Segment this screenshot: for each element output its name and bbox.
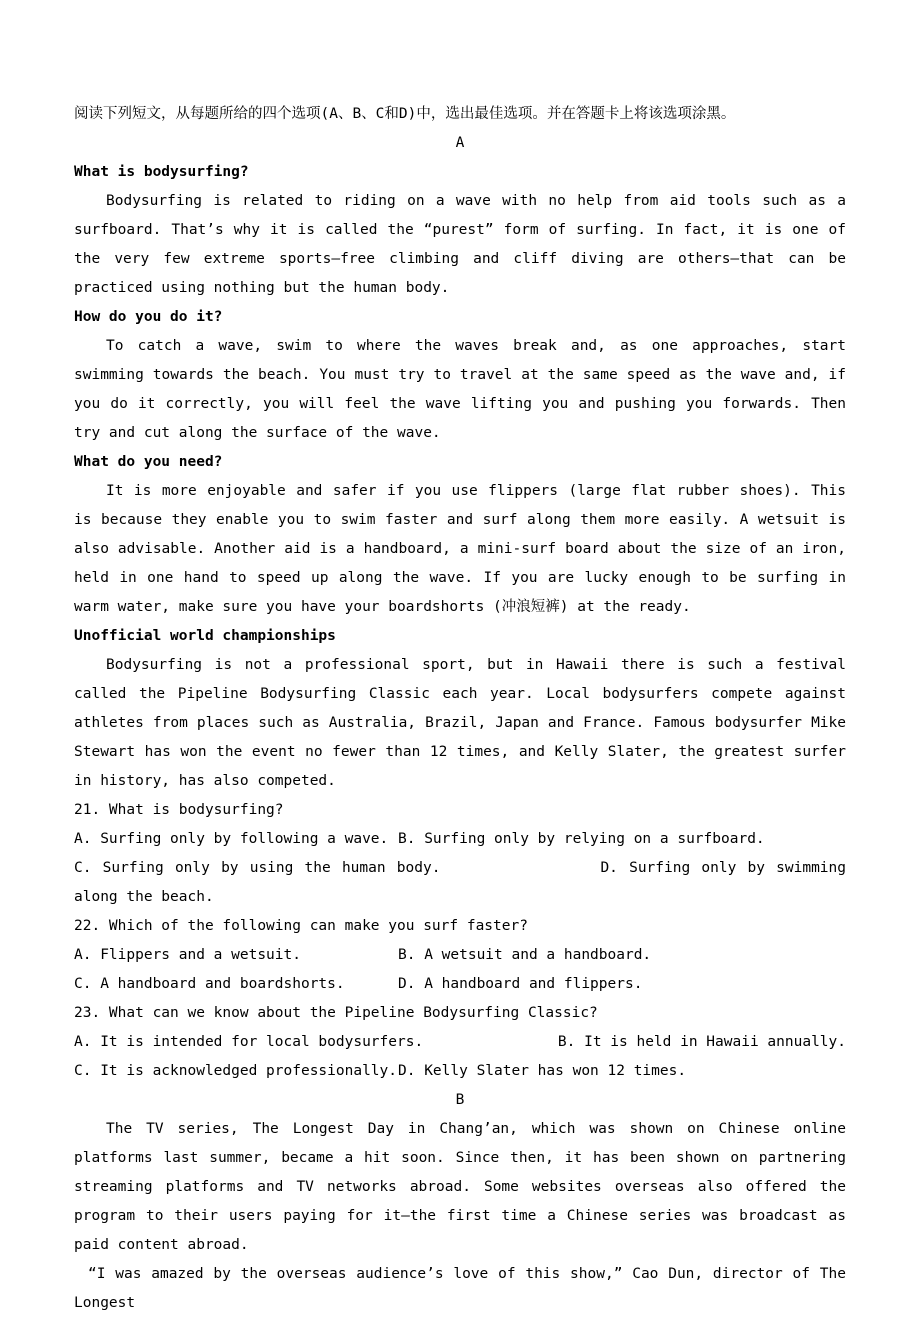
question-21-option-b: B. Surfing only by relying on a surfboard.	[398, 831, 765, 847]
heading-what-do-you-need: What do you need?	[74, 454, 223, 470]
heading-how-do-you-do-it: How do you do it?	[74, 309, 223, 325]
question-22-option-a: A. Flippers and a wetsuit.	[74, 947, 301, 963]
paragraph-a1: Bodysurfing is related to riding on a wave with no help from aid tools such as a surfboard. That’s why it is called the “purest” form of surfing. In fact, it is one of the very few extreme sports—free climbing and cliff diving are others—that can be practiced using nothing but the human body.	[74, 193, 846, 296]
question-22-options-row-1	[74, 941, 846, 970]
question-23-options-row-1	[74, 1028, 846, 1057]
question-23-option-b: B. It is held in Hawaii annually.	[557, 1034, 846, 1050]
question-21-option-c: C. Surfing only by using the human body.	[74, 860, 441, 876]
question-23-option-d: D. Kelly Slater has won 12 times.	[398, 1063, 687, 1079]
question-22-option-d: D. A handboard and flippers.	[398, 976, 643, 992]
heading-what-is-bodysurfing: What is bodysurfing?	[74, 164, 249, 180]
question-23-option-a: A. It is intended for local bodysurfers.	[74, 1034, 424, 1050]
paragraph-a2: To catch a wave, swim to where the waves break and, as one approaches, start swimming towards the beach. You must try to travel at the same speed as the wave and, if you do it correctly, you will feel the wave lifting you and pushing you forwards. Then try and cut along the surface of the wave.	[74, 338, 846, 441]
paragraph-b1: The TV series, The Longest Day in Chang’an, which was shown on Chinese online platforms last summer, became a hit soon. Since then, it has been shown on partnering streaming platforms and TV networks abroad. Some websites overseas also offered the program to their users paying for it—the first time a Chinese series was broadcast as paid content abroad.	[74, 1121, 846, 1253]
question-23-stem: 23. What can we know about the Pipeline Bodysurfing Classic?	[74, 1005, 598, 1021]
question-22-option-b: B. A wetsuit and a handboard.	[398, 947, 652, 963]
document-page	[74, 100, 846, 1318]
question-21-options-row-1	[74, 825, 846, 854]
question-21-option-a: A. Surfing only by following a wave.	[74, 831, 389, 847]
question-22-options-row-2	[74, 970, 846, 999]
heading-unofficial-championships: Unofficial world championships	[74, 628, 336, 644]
question-23-options-row-2	[74, 1057, 846, 1086]
question-21-stem: 21. What is bodysurfing?	[74, 802, 284, 818]
question-21-options-row-2	[74, 854, 846, 912]
question-21-option-d: D. Surfing only by swimming along the beach.	[74, 860, 846, 905]
instruction-text: 阅读下列短文，从每题所给的四个选项(A、B、C和D)中，选出最佳选项。并在答题卡上将该选项涂黑。	[74, 106, 736, 122]
paragraph-a4: Bodysurfing is not a professional sport, but in Hawaii there is such a festival called the Pipeline Bodysurfing Classic each year. Local bodysurfers compete against athletes from places such as Australia, Brazil, Japan and France. Famous bodysurfer Mike Stewart has won the event no fewer than 12 times, and Kelly Slater, the greatest surfer in history, has also competed.	[74, 657, 846, 789]
question-23-option-c: C. It is acknowledged professionally.	[74, 1063, 398, 1079]
section-a-label: A	[455, 135, 465, 151]
question-22-option-c: C. A handboard and boardshorts.	[74, 976, 345, 992]
paragraph-b2: “I was amazed by the overseas audience’s love of this show,” Cao Dun, director of The Longest	[74, 1266, 846, 1311]
question-22-stem: 22. Which of the following can make you surf faster?	[74, 918, 528, 934]
section-b-label: B	[455, 1092, 465, 1108]
paragraph-a3: It is more enjoyable and safer if you use flippers (large flat rubber shoes). This is because they enable you to swim faster and surf along them more easily. A wetsuit is also advisable. Another aid is a handboard, a mini-surf board about the size of an iron, held in one hand to speed up along the wave. If you are lucky enough to be surfing in warm water, make sure you have your boardshorts (冲浪短裤) at the ready.	[74, 483, 846, 615]
